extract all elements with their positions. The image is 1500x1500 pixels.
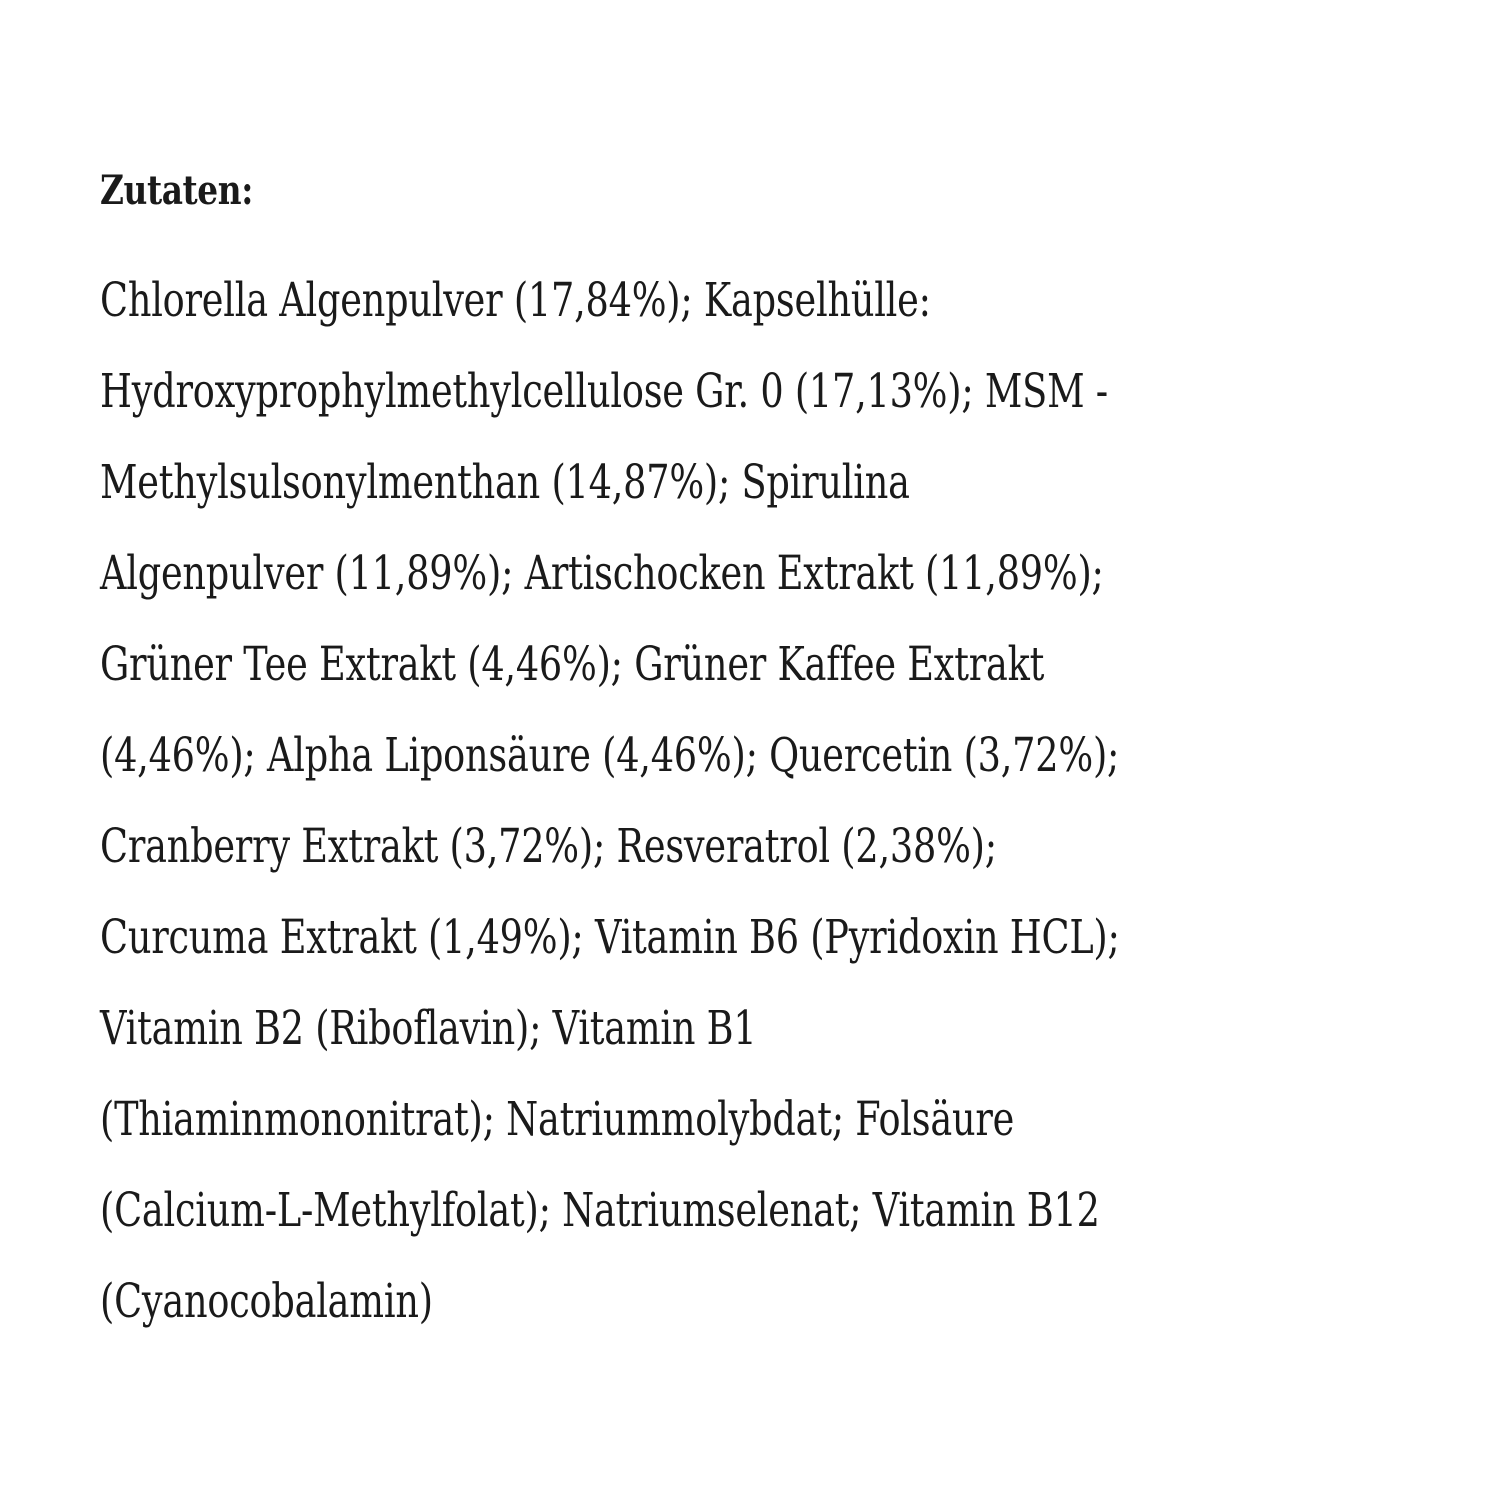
- ingredients-line: Chlorella Algenpulver (17,84%); Kapselhülle:: [100, 273, 931, 328]
- ingredients-label: [100, 165, 1430, 1347]
- ingredients-line: Algenpulver (11,89%); Artischocken Extrakt (11,89%);: [100, 546, 1104, 601]
- ingredients-line: Vitamin B2 (Riboflavin); Vitamin B1: [100, 1001, 757, 1056]
- ingredients-line: Methylsulsonylmenthan (14,87%); Spirulina: [100, 455, 910, 510]
- ingredients-line: Curcuma Extrakt (1,49%); Vitamin B6 (Pyridoxin HCL);: [100, 910, 1120, 965]
- ingredients-text: [100, 255, 1430, 1347]
- ingredients-line: (4,46%); Alpha Liponsäure (4,46%); Quercetin (3,72%);: [100, 728, 1120, 783]
- ingredients-line: Hydroxyprophylmethylcellulose Gr. 0 (17,13%); MSM -: [100, 364, 1108, 419]
- ingredients-heading: Zutaten:: [100, 167, 253, 214]
- ingredients-line: (Thiaminmononitrat); Natriummolybdat; Folsäure: [100, 1092, 1015, 1147]
- ingredients-line: (Cyanocobalamin): [100, 1274, 433, 1329]
- ingredients-line: Grüner Tee Extrakt (4,46%); Grüner Kaffee Extrakt: [100, 637, 1045, 692]
- ingredients-line: Cranberry Extrakt (3,72%); Resveratrol (2,38%);: [100, 819, 997, 874]
- ingredients-line: (Calcium-L-Methylfolat); Natriumselenat; Vitamin B12: [100, 1183, 1100, 1238]
